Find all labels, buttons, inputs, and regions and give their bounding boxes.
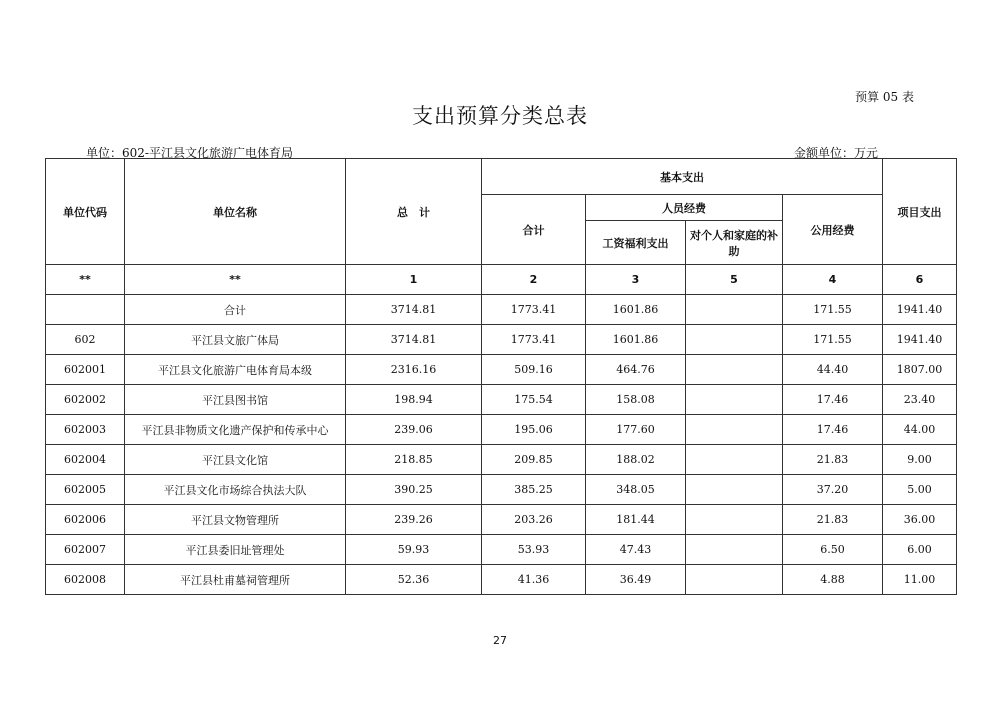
table-cell: 385.25 — [482, 475, 586, 505]
header-total: 总 计 — [346, 159, 482, 265]
table-cell: 602 — [46, 325, 125, 355]
table-cell: 198.94 — [346, 385, 482, 415]
header-personnel-funds: 人员经费 — [586, 195, 783, 221]
table-cell — [686, 415, 783, 445]
header-basic-expenditure: 基本支出 — [482, 159, 883, 195]
column-index-cell: ** — [46, 265, 125, 295]
table-cell: 平江县文物管理所 — [125, 505, 346, 535]
table-cell: 平江县文化旅游广电体育局本级 — [125, 355, 346, 385]
table-cell: 239.26 — [346, 505, 482, 535]
table-cell: 平江县委旧址管理处 — [125, 535, 346, 565]
table-cell: 44.40 — [783, 355, 883, 385]
table-cell: 23.40 — [883, 385, 957, 415]
table-cell: 36.49 — [586, 565, 686, 595]
table-cell: 1773.41 — [482, 295, 586, 325]
table-row — [46, 475, 957, 505]
table-row — [46, 565, 957, 595]
column-index-cell: 4 — [783, 265, 883, 295]
column-index-row — [46, 265, 957, 295]
table-cell: 6.50 — [783, 535, 883, 565]
table-cell: 平江县图书馆 — [125, 385, 346, 415]
table-cell — [686, 355, 783, 385]
table-cell: 195.06 — [482, 415, 586, 445]
table-cell: 1807.00 — [883, 355, 957, 385]
page-number: 27 — [493, 634, 507, 647]
unit-label: 单位：602-平江县文化旅游广电体育局 — [86, 146, 293, 160]
table-cell: 1941.40 — [883, 325, 957, 355]
table-cell — [686, 445, 783, 475]
table-cell — [686, 475, 783, 505]
table-cell: 11.00 — [883, 565, 957, 595]
page-title: 支出预算分类总表 — [412, 104, 588, 128]
table-cell: 36.00 — [883, 505, 957, 535]
column-index-cell: 5 — [686, 265, 783, 295]
table-cell: 209.85 — [482, 445, 586, 475]
expenditure-table — [45, 158, 957, 595]
table-cell: 1601.86 — [586, 295, 686, 325]
table-cell — [686, 535, 783, 565]
table-cell: 602005 — [46, 475, 125, 505]
column-index-cell: ** — [125, 265, 346, 295]
table-cell — [686, 505, 783, 535]
header-unit-name: 单位名称 — [125, 159, 346, 265]
table-row — [46, 535, 957, 565]
table-cell: 1773.41 — [482, 325, 586, 355]
table-cell: 348.05 — [586, 475, 686, 505]
table-cell: 175.54 — [482, 385, 586, 415]
table-cell: 53.93 — [482, 535, 586, 565]
table-cell: 41.36 — [482, 565, 586, 595]
table-cell: 602004 — [46, 445, 125, 475]
header-project-expenditure: 项目支出 — [883, 159, 957, 265]
table-cell: 平江县文旅广体局 — [125, 325, 346, 355]
table-cell: 37.20 — [783, 475, 883, 505]
table-cell — [686, 295, 783, 325]
table-cell: 177.60 — [586, 415, 686, 445]
table-cell: 平江县文化馆 — [125, 445, 346, 475]
table-row — [46, 355, 957, 385]
table-cell: 181.44 — [586, 505, 686, 535]
table-cell: 5.00 — [883, 475, 957, 505]
table-cell: 239.06 — [346, 415, 482, 445]
table-cell: 平江县杜甫墓祠管理所 — [125, 565, 346, 595]
table-cell: 203.26 — [482, 505, 586, 535]
table-row — [46, 445, 957, 475]
table-cell: 44.00 — [883, 415, 957, 445]
table-cell: 464.76 — [586, 355, 686, 385]
table-cell — [46, 295, 125, 325]
table-cell: 602001 — [46, 355, 125, 385]
header-subtotal: 合计 — [482, 195, 586, 265]
table-cell: 158.08 — [586, 385, 686, 415]
money-unit-label: 金额单位：万元 — [794, 146, 879, 160]
table-cell: 602008 — [46, 565, 125, 595]
column-index-cell: 2 — [482, 265, 586, 295]
table-cell: 17.46 — [783, 385, 883, 415]
table-row — [46, 505, 957, 535]
table-cell: 21.83 — [783, 505, 883, 535]
table-cell: 188.02 — [586, 445, 686, 475]
header-family-subsidy: 对个人和家庭的补助 — [686, 221, 783, 265]
table-cell: 4.88 — [783, 565, 883, 595]
table-row — [46, 295, 957, 325]
table-cell: 602002 — [46, 385, 125, 415]
table-row — [46, 415, 957, 445]
table-cell: 390.25 — [346, 475, 482, 505]
table-cell: 17.46 — [783, 415, 883, 445]
table-cell — [686, 325, 783, 355]
table-cell: 1601.86 — [586, 325, 686, 355]
table-cell: 602007 — [46, 535, 125, 565]
table-cell: 6.00 — [883, 535, 957, 565]
table-cell: 602006 — [46, 505, 125, 535]
header-public-funds: 公用经费 — [783, 195, 883, 265]
table-cell: 1941.40 — [883, 295, 957, 325]
table-cell: 2316.16 — [346, 355, 482, 385]
header-wages-welfare: 工资福利支出 — [586, 221, 686, 265]
table-cell: 509.16 — [482, 355, 586, 385]
table-cell: 21.83 — [783, 445, 883, 475]
table-cell: 59.93 — [346, 535, 482, 565]
column-index-cell: 1 — [346, 265, 482, 295]
table-cell: 171.55 — [783, 295, 883, 325]
table-cell: 3714.81 — [346, 325, 482, 355]
table-cell: 合计 — [125, 295, 346, 325]
table-cell: 218.85 — [346, 445, 482, 475]
column-index-cell: 3 — [586, 265, 686, 295]
header-unit-code: 单位代码 — [46, 159, 125, 265]
table-cell: 171.55 — [783, 325, 883, 355]
table-cell: 52.36 — [346, 565, 482, 595]
form-number-label: 预算 05 表 — [855, 90, 914, 104]
table-cell: 3714.81 — [346, 295, 482, 325]
table-row — [46, 325, 957, 355]
table-cell: 602003 — [46, 415, 125, 445]
table-cell: 47.43 — [586, 535, 686, 565]
table-cell: 9.00 — [883, 445, 957, 475]
table-cell — [686, 385, 783, 415]
table-cell: 平江县文化市场综合执法大队 — [125, 475, 346, 505]
table-row — [46, 385, 957, 415]
table-cell — [686, 565, 783, 595]
table-cell: 平江县非物质文化遗产保护和传承中心 — [125, 415, 346, 445]
column-index-cell: 6 — [883, 265, 957, 295]
